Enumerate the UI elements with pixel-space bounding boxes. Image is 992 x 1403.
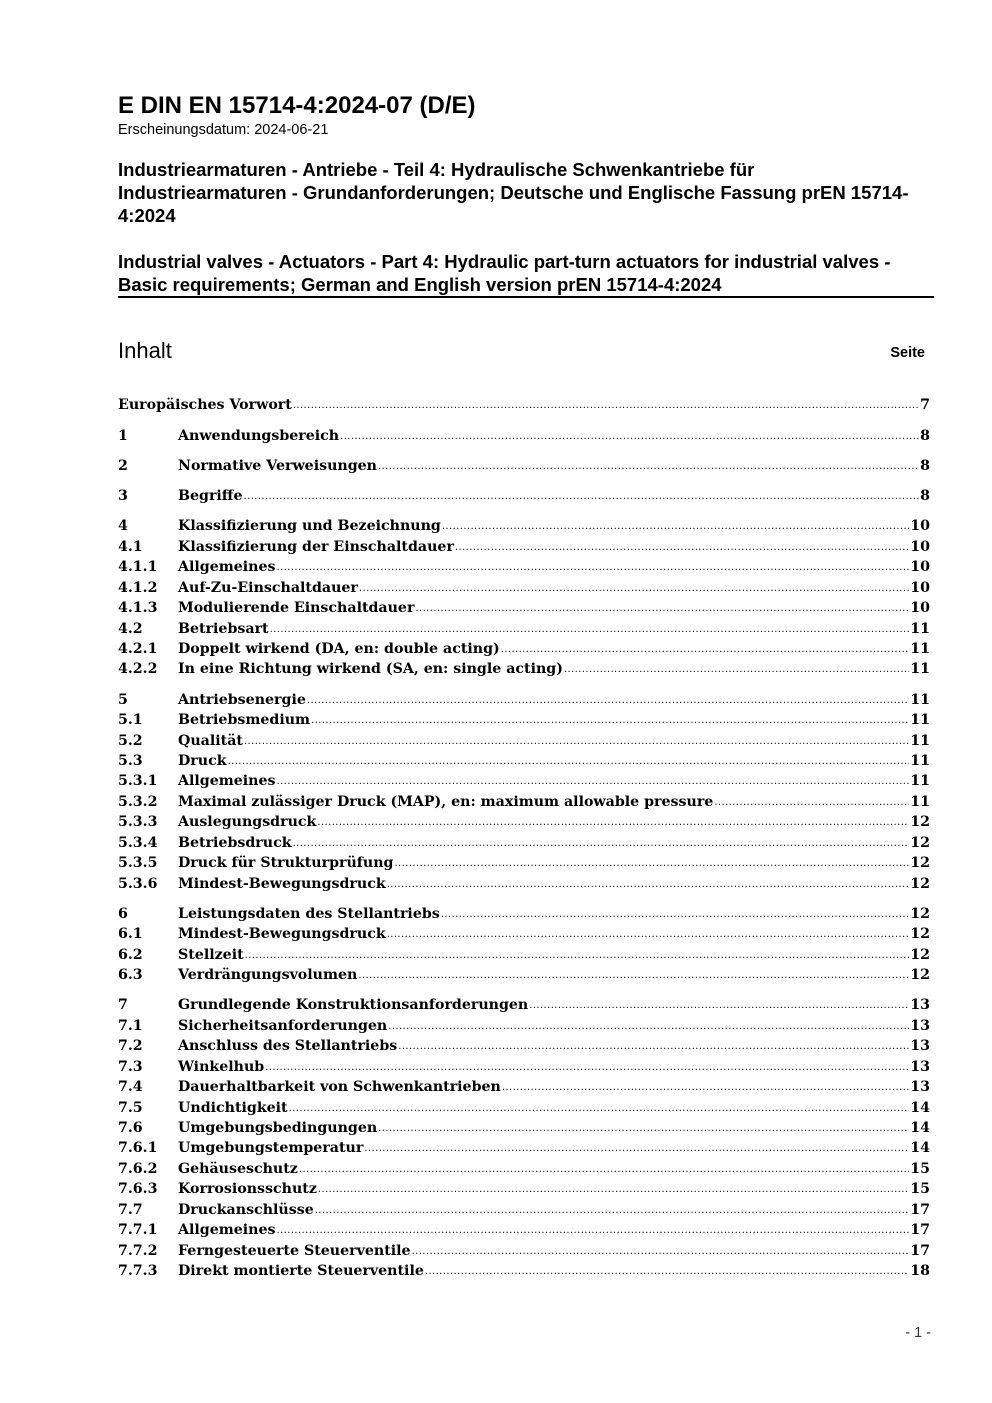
toc-dot-leader bbox=[425, 1266, 909, 1280]
toc-entry[interactable] bbox=[118, 1014, 930, 1034]
toc-entry-number: 6.1 bbox=[118, 926, 143, 943]
page-number: - 1 - bbox=[905, 1325, 931, 1341]
toc-entry-page: 15 bbox=[910, 1160, 930, 1177]
toc-entry[interactable] bbox=[118, 1219, 930, 1239]
toc-dot-leader bbox=[270, 624, 910, 638]
toc-entry[interactable] bbox=[118, 1117, 930, 1137]
toc-entry-title: Betriebsdruck bbox=[178, 834, 292, 851]
toc-entry[interactable] bbox=[118, 1198, 930, 1218]
toc-entry-title: Grundlegende Konstruktionsanforderungen bbox=[178, 997, 529, 1014]
toc-entry-page: 10 bbox=[910, 538, 930, 555]
toc-entry[interactable] bbox=[118, 1239, 930, 1259]
toc-heading: Inhalt bbox=[118, 338, 172, 363]
toc-dot-leader bbox=[277, 1225, 910, 1239]
toc-entry[interactable] bbox=[118, 1157, 930, 1177]
toc-entry-title: Stellzeit bbox=[178, 946, 244, 963]
toc-dot-leader bbox=[311, 715, 909, 729]
toc-entry[interactable] bbox=[118, 576, 930, 596]
toc-entry-title: Korrosionsschutz bbox=[178, 1181, 317, 1198]
toc-entry-title: Umgebungstemperatur bbox=[178, 1140, 364, 1157]
toc-entry-title: Ferngesteuerte Steuerventile bbox=[178, 1242, 411, 1259]
toc-entry-number: 3 bbox=[118, 488, 128, 505]
toc-entry[interactable] bbox=[118, 1096, 930, 1116]
toc-entry-title: Maximal zulässiger Druck (MAP), en: maximum allowable pressure bbox=[178, 793, 714, 810]
toc-entry-title: Begriffe bbox=[178, 488, 243, 505]
toc-entry-number: 4.2 bbox=[118, 620, 143, 637]
table-of-contents bbox=[118, 394, 930, 1280]
toc-page-column-label: Seite bbox=[890, 345, 925, 361]
toc-dot-leader bbox=[277, 562, 910, 576]
toc-entry-page: 11 bbox=[910, 691, 930, 708]
toc-entry-title: Europäisches Vorwort bbox=[118, 397, 292, 414]
toc-entry[interactable] bbox=[118, 658, 930, 678]
title-german: Industriearmaturen - Antriebe - Teil 4: Hydraulische Schwenkantriebe für Industriearmaturen - Grundanforderungen; Deutsche und Englische Fassung prEN 15714-4:2024 bbox=[118, 159, 909, 226]
toc-entry-title: Anwendungsbereich bbox=[178, 427, 340, 444]
toc-entry-page: 12 bbox=[910, 875, 930, 892]
toc-dot-leader bbox=[317, 817, 909, 831]
toc-entry-page: 12 bbox=[910, 967, 930, 984]
toc-entry-page: 11 bbox=[910, 661, 930, 678]
toc-entry-title: Winkelhub bbox=[178, 1058, 265, 1075]
toc-entry-title: Leistungsdaten des Stellantriebs bbox=[178, 905, 440, 922]
toc-entry-number: 5.1 bbox=[118, 712, 143, 729]
toc-entry-number: 6 bbox=[118, 905, 128, 922]
toc-dot-leader bbox=[244, 736, 909, 750]
toc-entry-page: 10 bbox=[910, 518, 930, 535]
toc-entry-title: Klassifizierung der Einschaltdauer bbox=[178, 538, 454, 555]
toc-entry-page: 17 bbox=[910, 1242, 930, 1259]
toc-entry-page: 11 bbox=[910, 620, 930, 637]
toc-entry[interactable] bbox=[118, 1137, 930, 1157]
toc-entry-page: 12 bbox=[910, 905, 930, 922]
toc-entry-number: 5.3.1 bbox=[118, 773, 158, 790]
toc-entry[interactable] bbox=[118, 1260, 930, 1280]
toc-entry-number: 7.6 bbox=[118, 1120, 143, 1137]
toc-entry-number: 7.1 bbox=[118, 1017, 143, 1034]
toc-entry[interactable] bbox=[118, 1035, 930, 1055]
toc-entry-page: 14 bbox=[910, 1120, 930, 1137]
toc-dot-leader bbox=[529, 1000, 909, 1014]
toc-entry[interactable] bbox=[118, 1178, 930, 1198]
toc-entry-title: Dauerhaltbarkeit von Schwenkantrieben bbox=[178, 1079, 501, 1096]
toc-dot-leader bbox=[714, 797, 909, 811]
toc-dot-leader bbox=[388, 1021, 909, 1035]
toc-entry-number: 5.3.3 bbox=[118, 814, 158, 831]
toc-entry-title: Verdrängungsvolumen bbox=[178, 967, 358, 984]
toc-entry[interactable] bbox=[118, 770, 930, 790]
toc-entry-page: 12 bbox=[910, 855, 930, 872]
toc-dot-leader bbox=[455, 542, 909, 556]
toc-entry-title: Druck bbox=[178, 752, 227, 769]
toc-dot-leader bbox=[307, 695, 909, 709]
toc-entry-number: 5.3 bbox=[118, 752, 143, 769]
toc-entry[interactable] bbox=[118, 811, 930, 831]
toc-entry-page: 8 bbox=[920, 488, 930, 505]
toc-entry-number: 5.3.5 bbox=[118, 855, 158, 872]
toc-entry-page: 11 bbox=[910, 793, 930, 810]
toc-entry-page: 15 bbox=[910, 1181, 930, 1198]
toc-dot-leader bbox=[265, 1062, 909, 1076]
toc-entry-page: 12 bbox=[910, 834, 930, 851]
toc-entry-page: 10 bbox=[910, 600, 930, 617]
toc-entry[interactable] bbox=[118, 994, 930, 1014]
toc-dot-leader bbox=[318, 1184, 909, 1198]
toc-entry-page: 18 bbox=[910, 1263, 930, 1280]
toc-entry[interactable] bbox=[118, 535, 930, 555]
toc-entry-page: 11 bbox=[910, 732, 930, 749]
toc-entry-title: Normative Verweisungen bbox=[178, 457, 377, 474]
toc-dot-leader bbox=[387, 929, 910, 943]
toc-entry-number: 6.2 bbox=[118, 946, 143, 963]
toc-entry[interactable] bbox=[118, 1076, 930, 1096]
toc-dot-leader bbox=[358, 970, 909, 984]
toc-dot-leader bbox=[378, 461, 919, 475]
toc-entry[interactable] bbox=[118, 852, 930, 872]
toc-entry[interactable] bbox=[118, 709, 930, 729]
toc-entry-page: 17 bbox=[910, 1201, 930, 1218]
toc-entry[interactable] bbox=[118, 424, 930, 444]
toc-entry-title: Auslegungsdruck bbox=[178, 814, 317, 831]
toc-entry[interactable] bbox=[118, 394, 930, 414]
toc-entry[interactable] bbox=[118, 750, 930, 770]
toc-dot-leader bbox=[564, 664, 909, 678]
toc-entry-title: Druckanschlüsse bbox=[178, 1201, 314, 1218]
toc-entry-number: 4.1.2 bbox=[118, 579, 158, 596]
toc-entry[interactable] bbox=[118, 638, 930, 658]
toc-entry-number: 7.7.1 bbox=[118, 1222, 158, 1239]
toc-entry[interactable] bbox=[118, 729, 930, 749]
toc-entry-number: 5 bbox=[118, 691, 128, 708]
toc-entry[interactable] bbox=[118, 872, 930, 892]
toc-entry[interactable] bbox=[118, 688, 930, 708]
toc-entry[interactable] bbox=[118, 943, 930, 963]
toc-dot-leader bbox=[293, 838, 910, 852]
title-divider bbox=[118, 296, 934, 298]
toc-entry-page: 14 bbox=[910, 1140, 930, 1157]
toc-entry[interactable] bbox=[118, 597, 930, 617]
toc-entry-page: 10 bbox=[910, 559, 930, 576]
document-id: E DIN EN 15714-4:2024-07 (D/E) bbox=[118, 92, 476, 119]
toc-entry-title: Undichtigkeit bbox=[178, 1099, 288, 1116]
toc-entry-title: Mindest-Bewegungsdruck bbox=[178, 926, 386, 943]
toc-dot-leader bbox=[299, 1164, 909, 1178]
toc-dot-leader bbox=[412, 1246, 910, 1260]
toc-entry-page: 12 bbox=[910, 946, 930, 963]
toc-entry-page: 12 bbox=[910, 814, 930, 831]
toc-entry-number: 2 bbox=[118, 457, 128, 474]
toc-entry-number: 4.2.2 bbox=[118, 661, 158, 678]
toc-entry[interactable] bbox=[118, 831, 930, 851]
toc-entry-number: 7.6.2 bbox=[118, 1160, 158, 1177]
toc-dot-leader bbox=[277, 776, 910, 790]
toc-entry-number: 1 bbox=[118, 427, 128, 444]
toc-entry-number: 7.6.1 bbox=[118, 1140, 158, 1157]
toc-entry-title: Qualität bbox=[178, 732, 243, 749]
toc-entry-page: 8 bbox=[920, 427, 930, 444]
toc-dot-leader bbox=[359, 583, 909, 597]
toc-entry-title: Allgemeines bbox=[178, 773, 276, 790]
toc-entry-title: Antriebsenergie bbox=[178, 691, 306, 708]
toc-entry-title: Direkt montierte Steuerventile bbox=[178, 1263, 424, 1280]
toc-entry-title: Doppelt wirkend (DA, en: double acting) bbox=[178, 641, 500, 657]
toc-entry-title: Betriebsmedium bbox=[178, 712, 311, 729]
toc-entry-page: 13 bbox=[910, 1079, 930, 1096]
toc-dot-leader bbox=[243, 491, 919, 505]
toc-dot-leader bbox=[387, 879, 910, 893]
toc-entry-number: 7.6.3 bbox=[118, 1181, 158, 1198]
toc-dot-leader bbox=[441, 909, 909, 923]
toc-dot-leader bbox=[394, 858, 909, 872]
toc-entry-title: Modulierende Einschaltdauer bbox=[178, 600, 415, 617]
toc-entry[interactable] bbox=[118, 556, 930, 576]
toc-entry-number: 4.1.3 bbox=[118, 600, 158, 617]
toc-entry-number: 7.7.3 bbox=[118, 1263, 158, 1280]
toc-entry-page: 13 bbox=[910, 1058, 930, 1075]
toc-entry-title: Klassifizierung und Bezeichnung bbox=[178, 518, 441, 535]
toc-entry-number: 7.7 bbox=[118, 1201, 143, 1218]
toc-entry-title: Auf-Zu-Einschaltdauer bbox=[178, 579, 358, 596]
toc-entry-number: 4.1.1 bbox=[118, 559, 158, 576]
toc-entry-title: Mindest-Bewegungsdruck bbox=[178, 875, 386, 892]
toc-entry-number: 7.3 bbox=[118, 1058, 143, 1075]
toc-entry-number: 5.3.6 bbox=[118, 875, 158, 892]
toc-entry-page: 11 bbox=[910, 641, 930, 657]
toc-dot-leader bbox=[415, 603, 909, 617]
toc-entry-page: 13 bbox=[910, 997, 930, 1014]
toc-dot-leader bbox=[501, 644, 910, 658]
toc-entry-page: 8 bbox=[920, 457, 930, 474]
toc-entry-title: Allgemeines bbox=[178, 1222, 276, 1239]
toc-entry-page: 12 bbox=[910, 926, 930, 943]
toc-entry-number: 5.3.2 bbox=[118, 793, 158, 810]
toc-entry[interactable] bbox=[118, 964, 930, 984]
publication-date: Erscheinungsdatum: 2024-06-21 bbox=[118, 122, 329, 138]
toc-entry[interactable] bbox=[118, 454, 930, 474]
toc-entry-page: 17 bbox=[910, 1222, 930, 1239]
toc-entry-title: Gehäuseschutz bbox=[178, 1160, 298, 1177]
toc-entry-title: Allgemeines bbox=[178, 559, 276, 576]
toc-entry[interactable] bbox=[118, 902, 930, 922]
toc-dot-leader bbox=[293, 400, 919, 414]
toc-dot-leader bbox=[340, 431, 919, 445]
toc-entry[interactable] bbox=[118, 485, 930, 505]
toc-entry-number: 4.2.1 bbox=[118, 641, 158, 657]
toc-entry[interactable] bbox=[118, 617, 930, 637]
toc-dot-leader bbox=[228, 756, 910, 770]
toc-entry-number: 7 bbox=[118, 997, 128, 1014]
toc-entry-page: 14 bbox=[910, 1099, 930, 1116]
toc-entry[interactable] bbox=[118, 790, 930, 810]
toc-entry-page: 13 bbox=[910, 1017, 930, 1034]
toc-entry-page: 7 bbox=[920, 397, 930, 414]
toc-entry-number: 7.7.2 bbox=[118, 1242, 158, 1259]
toc-dot-leader bbox=[289, 1103, 910, 1117]
toc-dot-leader bbox=[315, 1205, 910, 1219]
toc-entry-title: Anschluss des Stellantriebs bbox=[178, 1038, 398, 1055]
toc-entry-number: 7.5 bbox=[118, 1099, 143, 1116]
toc-entry[interactable] bbox=[118, 1055, 930, 1075]
toc-dot-leader bbox=[364, 1143, 909, 1157]
toc-dot-leader bbox=[398, 1041, 909, 1055]
toc-entry-page: 11 bbox=[910, 712, 930, 729]
toc-entry-number: 5.2 bbox=[118, 732, 143, 749]
toc-dot-leader bbox=[245, 950, 910, 964]
toc-dot-leader bbox=[442, 521, 909, 535]
toc-entry-page: 13 bbox=[910, 1038, 930, 1055]
toc-entry[interactable] bbox=[118, 923, 930, 943]
toc-entry-page: 11 bbox=[910, 773, 930, 790]
toc-entry-number: 6.3 bbox=[118, 967, 143, 984]
toc-entry-number: 4 bbox=[118, 518, 128, 535]
toc-entry-number: 5.3.4 bbox=[118, 834, 158, 851]
toc-entry-number: 7.4 bbox=[118, 1079, 143, 1096]
toc-entry-title: Druck für Strukturprüfung bbox=[178, 855, 394, 872]
toc-entry-title: Sicherheitsanforderungen bbox=[178, 1017, 388, 1034]
toc-dot-leader bbox=[502, 1082, 909, 1096]
toc-entry-page: 11 bbox=[910, 752, 930, 769]
toc-entry-title: Umgebungsbedingungen bbox=[178, 1120, 378, 1137]
toc-entry-title: In eine Richtung wirkend (SA, en: single acting) bbox=[178, 661, 563, 678]
toc-dot-leader bbox=[378, 1123, 909, 1137]
toc-entry-number: 7.2 bbox=[118, 1038, 143, 1055]
toc-entry-title: Betriebsart bbox=[178, 620, 269, 637]
toc-entry-page: 10 bbox=[910, 579, 930, 596]
title-english: Industrial valves - Actuators - Part 4: Hydraulic part-turn actuators for industrial valves - Basic requirements; German and English version prEN 15714-4:2024 bbox=[118, 251, 891, 295]
toc-entry[interactable] bbox=[118, 515, 930, 535]
toc-entry-number: 4.1 bbox=[118, 538, 143, 555]
